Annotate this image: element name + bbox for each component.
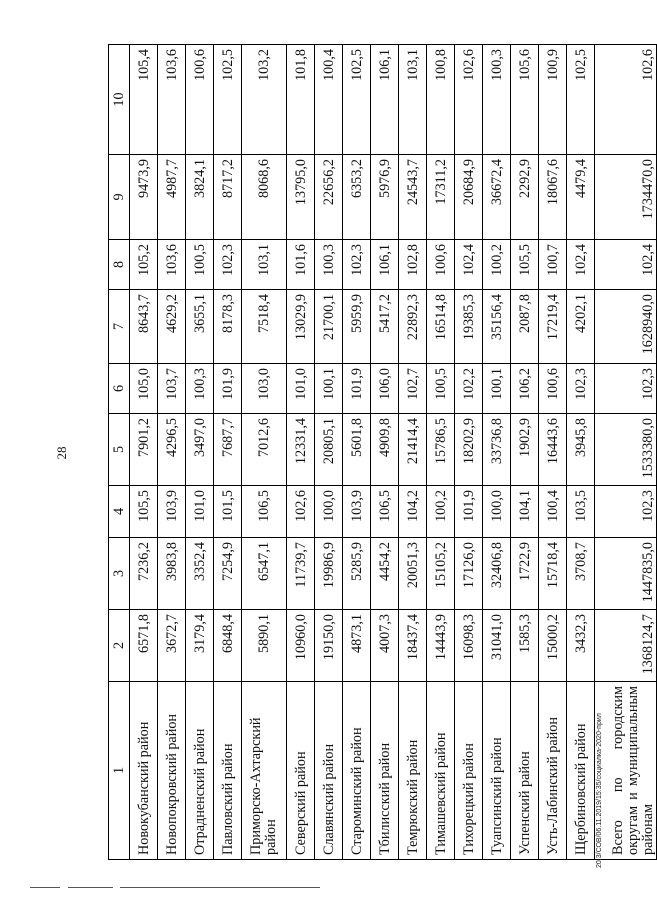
header-row [109,45,130,860]
table-row [511,45,539,860]
value-cell: 17219,4 [539,290,567,364]
column-header: 7 [109,290,130,364]
value-cell: 102,5 [214,45,242,155]
value-cell: 102,6 [287,486,315,538]
value-cell: 100,5 [186,240,214,290]
value-cell: 18202,9 [455,414,483,486]
value-cell: 22892,3 [399,290,427,364]
value-cell: 15105,2 [427,538,455,610]
district-name: Всего по городским округам и муниципальным районам [595,682,657,860]
value-cell: 106,1 [371,240,399,290]
table-row [567,45,595,860]
value-cell: 102,5 [567,45,595,155]
value-cell: 13795,0 [287,155,315,240]
table-row [158,45,186,860]
value-cell: 1722,9 [511,538,539,610]
data-table [108,44,657,860]
value-cell: 100,0 [315,486,343,538]
value-cell: 21414,4 [399,414,427,486]
value-cell: 3432,3 [567,610,595,682]
value-cell: 102,5 [343,45,371,155]
value-cell: 103,9 [158,486,186,538]
value-cell: 18437,4 [399,610,427,682]
value-cell: 105,2 [130,240,158,290]
value-cell: 4007,3 [371,610,399,682]
value-cell: 5285,9 [343,538,371,610]
value-cell: 1585,3 [511,610,539,682]
value-cell: 5959,9 [343,290,371,364]
value-cell: 106,5 [242,486,287,538]
table-row [186,45,214,860]
district-name: Тимашевский район [427,682,455,860]
value-cell: 35156,4 [483,290,511,364]
table-row [539,45,567,860]
value-cell: 102,4 [567,240,595,290]
value-cell: 101,5 [214,486,242,538]
value-cell: 2292,9 [511,155,539,240]
table-row [242,45,287,860]
value-cell: 103,6 [158,45,186,155]
value-cell: 16098,3 [455,610,483,682]
column-header: 8 [109,240,130,290]
column-header: 1 [109,682,130,860]
value-cell: 3983,8 [158,538,186,610]
table-row [315,45,343,860]
value-cell: 10960,0 [287,610,315,682]
value-cell: 100,4 [539,486,567,538]
value-cell: 7518,4 [242,290,287,364]
value-cell: 4296,5 [158,414,186,486]
column-header: 5 [109,414,130,486]
value-cell: 6571,8 [130,610,158,682]
value-cell: 100,7 [539,240,567,290]
value-cell: 20805,1 [315,414,343,486]
value-cell: 3672,7 [158,610,186,682]
value-cell: 8178,3 [214,290,242,364]
value-cell: 106,2 [511,364,539,414]
value-cell: 9473,9 [130,155,158,240]
value-cell: 102,4 [455,240,483,290]
value-cell: 3179,4 [186,610,214,682]
value-cell: 17126,0 [455,538,483,610]
value-cell: 32406,8 [483,538,511,610]
value-cell: 4629,2 [158,290,186,364]
district-name: Славянский район [315,682,343,860]
value-cell: 102,3 [567,364,595,414]
value-cell: 3824,1 [186,155,214,240]
column-header: 3 [109,538,130,610]
column-header: 9 [109,155,130,240]
value-cell: 1628940,0 [595,290,657,364]
value-cell: 102,3 [595,364,657,414]
value-cell: 100,1 [483,364,511,414]
value-cell: 31041,0 [483,610,511,682]
value-cell: 3497,0 [186,414,214,486]
value-cell: 100,8 [427,45,455,155]
value-cell: 5890,1 [242,610,287,682]
value-cell: 100,3 [315,240,343,290]
value-cell: 1368124,7 [595,610,657,682]
value-cell: 3352,4 [186,538,214,610]
value-cell: 102,6 [455,45,483,155]
value-cell: 7254,9 [214,538,242,610]
value-cell: 103,0 [242,364,287,414]
value-cell: 7901,2 [130,414,158,486]
district-name: Северский район [287,682,315,860]
value-cell: 100,1 [315,364,343,414]
table-row [399,45,427,860]
value-cell: 8717,2 [214,155,242,240]
value-cell: 102,2 [455,364,483,414]
column-header: 6 [109,364,130,414]
value-cell: 103,1 [399,45,427,155]
value-cell: 4454,2 [371,538,399,610]
district-name: Успенский район [511,682,539,860]
value-cell: 7687,7 [214,414,242,486]
value-cell: 16514,8 [427,290,455,364]
value-cell: 1447835,0 [595,538,657,610]
value-cell: 3655,1 [186,290,214,364]
value-cell: 24543,7 [399,155,427,240]
value-cell: 106,0 [371,364,399,414]
value-cell: 105,6 [511,45,539,155]
value-cell: 4987,7 [158,155,186,240]
value-cell: 102,3 [595,486,657,538]
value-cell: 102,8 [399,240,427,290]
total-row [595,45,657,860]
value-cell: 104,2 [399,486,427,538]
district-name: Отрадненский район [186,682,214,860]
value-cell: 17311,2 [427,155,455,240]
value-cell: 4479,4 [567,155,595,240]
value-cell: 100,9 [539,45,567,155]
value-cell: 18067,6 [539,155,567,240]
value-cell: 103,5 [567,486,595,538]
column-header: 4 [109,486,130,538]
district-name: Приморско-Ахтарский район [242,682,287,860]
value-cell: 12331,4 [287,414,315,486]
value-cell: 101,0 [186,486,214,538]
value-cell: 36672,4 [483,155,511,240]
district-name: Новокубанский район [130,682,158,860]
table-row [287,45,315,860]
value-cell: 33736,8 [483,414,511,486]
value-cell: 101,6 [287,240,315,290]
value-cell: 100,3 [483,45,511,155]
value-cell: 6848,4 [214,610,242,682]
district-name: Туапсинский район [483,682,511,860]
value-cell: 102,7 [399,364,427,414]
value-cell: 100,0 [483,486,511,538]
value-cell: 105,4 [130,45,158,155]
value-cell: 104,1 [511,486,539,538]
value-cell: 100,2 [483,240,511,290]
table-row [343,45,371,860]
value-cell: 100,6 [427,240,455,290]
value-cell: 21700,1 [315,290,343,364]
value-cell: 100,3 [186,364,214,414]
value-cell: 101,9 [455,486,483,538]
value-cell: 102,3 [343,240,371,290]
value-cell: 103,6 [158,240,186,290]
value-cell: 1734470,0 [595,155,657,240]
value-cell: 4873,1 [343,610,371,682]
value-cell: 15786,5 [427,414,455,486]
value-cell: 100,6 [186,45,214,155]
value-cell: 101,9 [343,364,371,414]
cut-line [120,887,320,888]
footer-code: 20.3/СОВ/06.11.2019/15:35/социалка-2020-прил [596,713,603,868]
column-header: 10 [109,45,130,155]
value-cell: 102,4 [595,240,657,290]
value-cell: 8643,7 [130,290,158,364]
value-cell: 6547,1 [242,538,287,610]
table-row [483,45,511,860]
value-cell: 1533380,0 [595,414,657,486]
value-cell: 102,3 [214,240,242,290]
value-cell: 19986,9 [315,538,343,610]
value-cell: 105,5 [130,486,158,538]
value-cell: 20051,3 [399,538,427,610]
value-cell: 22656,2 [315,155,343,240]
value-cell: 2087,8 [511,290,539,364]
table-row [371,45,399,860]
value-cell: 105,0 [130,364,158,414]
value-cell: 101,0 [287,364,315,414]
value-cell: 11739,7 [287,538,315,610]
value-cell: 103,7 [158,364,186,414]
value-cell: 103,1 [242,240,287,290]
table-row [455,45,483,860]
value-cell: 6353,2 [343,155,371,240]
value-cell: 8068,6 [242,155,287,240]
column-header: 2 [109,610,130,682]
value-cell: 100,6 [539,364,567,414]
rotated-table-container [108,45,656,860]
district-name: Щербиновский район [567,682,595,860]
cut-line [68,887,113,888]
value-cell: 7012,6 [242,414,287,486]
value-cell: 106,1 [371,45,399,155]
value-cell: 101,9 [214,364,242,414]
value-cell: 3945,8 [567,414,595,486]
table-body [130,45,657,860]
value-cell: 101,8 [287,45,315,155]
value-cell: 1902,9 [511,414,539,486]
value-cell: 5417,2 [371,290,399,364]
table-row [427,45,455,860]
value-cell: 100,2 [427,486,455,538]
value-cell: 7236,2 [130,538,158,610]
district-name: Тбилисский район [371,682,399,860]
value-cell: 19150,0 [315,610,343,682]
table-row [214,45,242,860]
value-cell: 15000,2 [539,610,567,682]
page-number: 28 [54,446,69,460]
value-cell: 15718,4 [539,538,567,610]
value-cell: 105,5 [511,240,539,290]
district-name: Староминский район [343,682,371,860]
value-cell: 106,5 [371,486,399,538]
value-cell: 20684,9 [455,155,483,240]
value-cell: 5601,8 [343,414,371,486]
value-cell: 100,4 [315,45,343,155]
value-cell: 14443,9 [427,610,455,682]
table-row [130,45,158,860]
value-cell: 103,9 [343,486,371,538]
district-name: Тихорецкий район [455,682,483,860]
value-cell: 13029,9 [287,290,315,364]
value-cell: 16443,6 [539,414,567,486]
cut-line [30,887,60,888]
value-cell: 100,5 [427,364,455,414]
district-name: Усть-Лабинский район [539,682,567,860]
value-cell: 4202,1 [567,290,595,364]
value-cell: 102,6 [595,45,657,155]
value-cell: 4909,8 [371,414,399,486]
value-cell: 103,2 [242,45,287,155]
value-cell: 3708,7 [567,538,595,610]
value-cell: 5976,9 [371,155,399,240]
district-name: Новопокровский район [158,682,186,860]
district-name: Темрюкский район [399,682,427,860]
value-cell: 19385,3 [455,290,483,364]
district-name: Павловский район [214,682,242,860]
